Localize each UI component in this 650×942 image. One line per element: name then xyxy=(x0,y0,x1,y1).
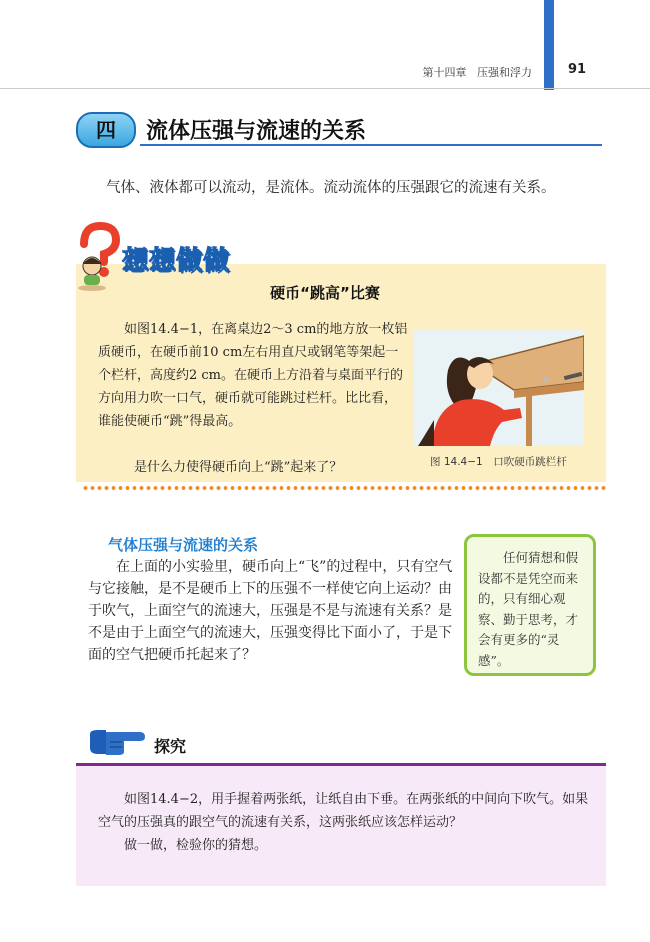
subsection-paragraph: 在上面的小实验里，硬币向上“飞”的过程中，只有空气与它接触，是不是硬币上下的压强不一样使它向上运动？由于吹气，上面空气的流速大，压强是不是与流速有关系？是不是由于上面空气的流速大，压强变得比下面小了，于是下面的空气把硬币托起来了？ xyxy=(88,559,453,663)
dotted-divider xyxy=(82,486,608,490)
running-head xyxy=(423,64,533,80)
intro-paragraph: 气体、液体都可以流动，是流体。流动流体的压强跟它的流速有关系。 xyxy=(106,180,556,196)
activity-body xyxy=(98,318,408,433)
activity-paragraph: 如图14.4−1，在离桌边2～3 cm的地方放一枚铝质硬币，在硬币前10 cm左右用直尺或钢笔等架起一个栏杆，高度约2 cm。在硬币上方沿着与桌面平行的方向用力吹一口气，硬币就可能跳过栏杆。比比看，谁能使硬币“跳”得最高。 xyxy=(98,322,408,429)
section-title: 流体压强与流速的关系 xyxy=(146,119,367,144)
explore-heading: 探究 xyxy=(154,737,187,756)
header-accent-bar xyxy=(544,0,554,90)
chapter-label: 第十四章 xyxy=(422,66,467,79)
header-divider xyxy=(0,88,650,89)
pointing-hand-icon xyxy=(88,728,146,756)
activity-question: 是什么力使得硬币向上“跳”起来了？ xyxy=(134,460,343,475)
subsection-body xyxy=(88,556,456,666)
chapter-topic: 压强和浮力 xyxy=(477,66,532,79)
activity-title: 硬币“跳高”比赛 xyxy=(270,284,380,302)
figure-caption: 图 14.4−1 口吹硬币跳栏杆 xyxy=(430,456,567,468)
page-number: 91 xyxy=(568,62,587,77)
tip-text: 任何猜想和假设都不是凭空而来的，只有细心观察、勤于思考，才会有更多的“灵感”。 xyxy=(478,550,579,668)
subsection-heading: 气体压强与流速的关系 xyxy=(108,536,259,554)
explore-paragraph-1: 如图14.4−2，用手握着两张纸，让纸自由下垂。在两张纸的中间向下吹气。如果空气的压强真的跟空气的流速有关系，这两张纸应该怎样运动？ xyxy=(98,792,589,830)
explore-body xyxy=(98,788,594,857)
figure-girl-blowing-coin xyxy=(414,330,584,446)
activity-heading: 想想做做 xyxy=(122,246,231,276)
explore-paragraph-2: 做一做，检验你的猜想。 xyxy=(124,838,268,853)
section-number-badge: 四 xyxy=(76,112,136,148)
